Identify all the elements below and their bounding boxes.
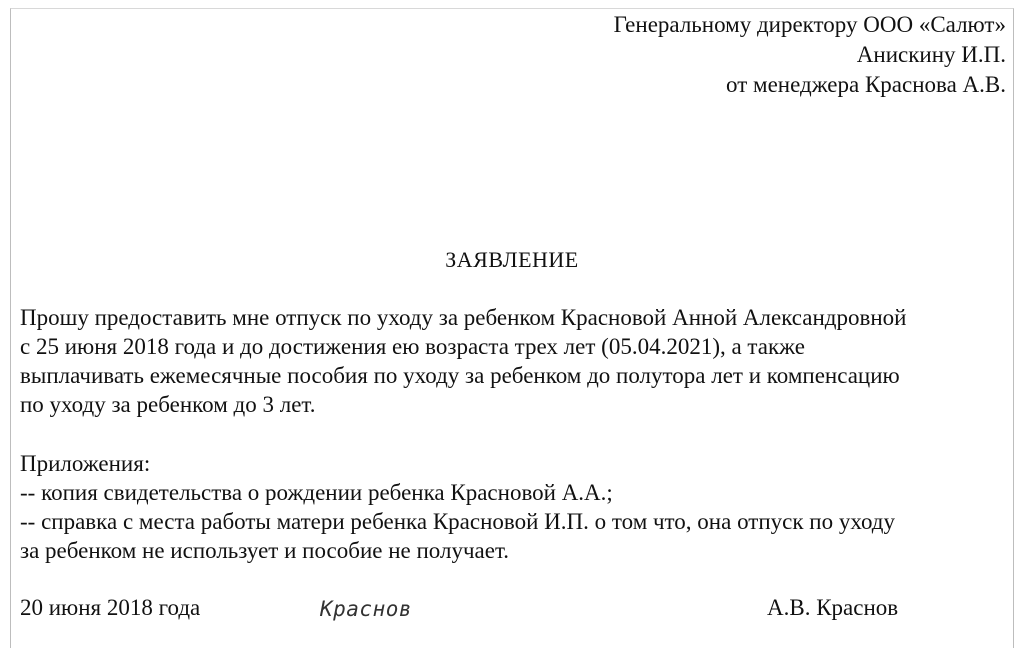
body-line: выплачивать ежемесячные пособия по уходу за ребенком до полутора лет и компенсацию: [20, 363, 900, 388]
addressee-line-from: от менеджера Краснова А.В.: [726, 72, 1006, 97]
body-line: по уходу за ребенком до 3 лет.: [20, 392, 316, 417]
handwritten-signature: Краснов: [320, 597, 413, 621]
signatory-name: А.В. Краснов: [767, 595, 899, 620]
attachments-heading: Приложения:: [20, 451, 151, 476]
addressee-line-name: Анискину И.П.: [856, 42, 1006, 67]
attachment-item-continued: за ребенком не использует и пособие не получает.: [20, 538, 510, 563]
attachment-item: -- копия свидетельства о рождении ребенка Красновой А.А.;: [20, 480, 613, 505]
addressee-line-director: Генеральному директору ООО «Салют»: [613, 12, 1006, 37]
signature-date: 20 июня 2018 года: [20, 595, 201, 620]
addressee-block: [614, 10, 1006, 100]
document-title: ЗАЯВЛЕНИЕ: [445, 247, 579, 272]
request-body: [20, 303, 907, 419]
body-line: с 25 июня 2018 года и до достижения ею возраста трех лет (05.04.2021), а также: [20, 334, 805, 359]
body-line: Прошу предоставить мне отпуск по уходу за ребенком Красновой Анной Александровной: [20, 305, 907, 330]
attachments-block: [20, 449, 895, 565]
attachment-item: -- справка с места работы матери ребенка Красновой И.П. о том что, она отпуск по уходу: [20, 509, 895, 534]
